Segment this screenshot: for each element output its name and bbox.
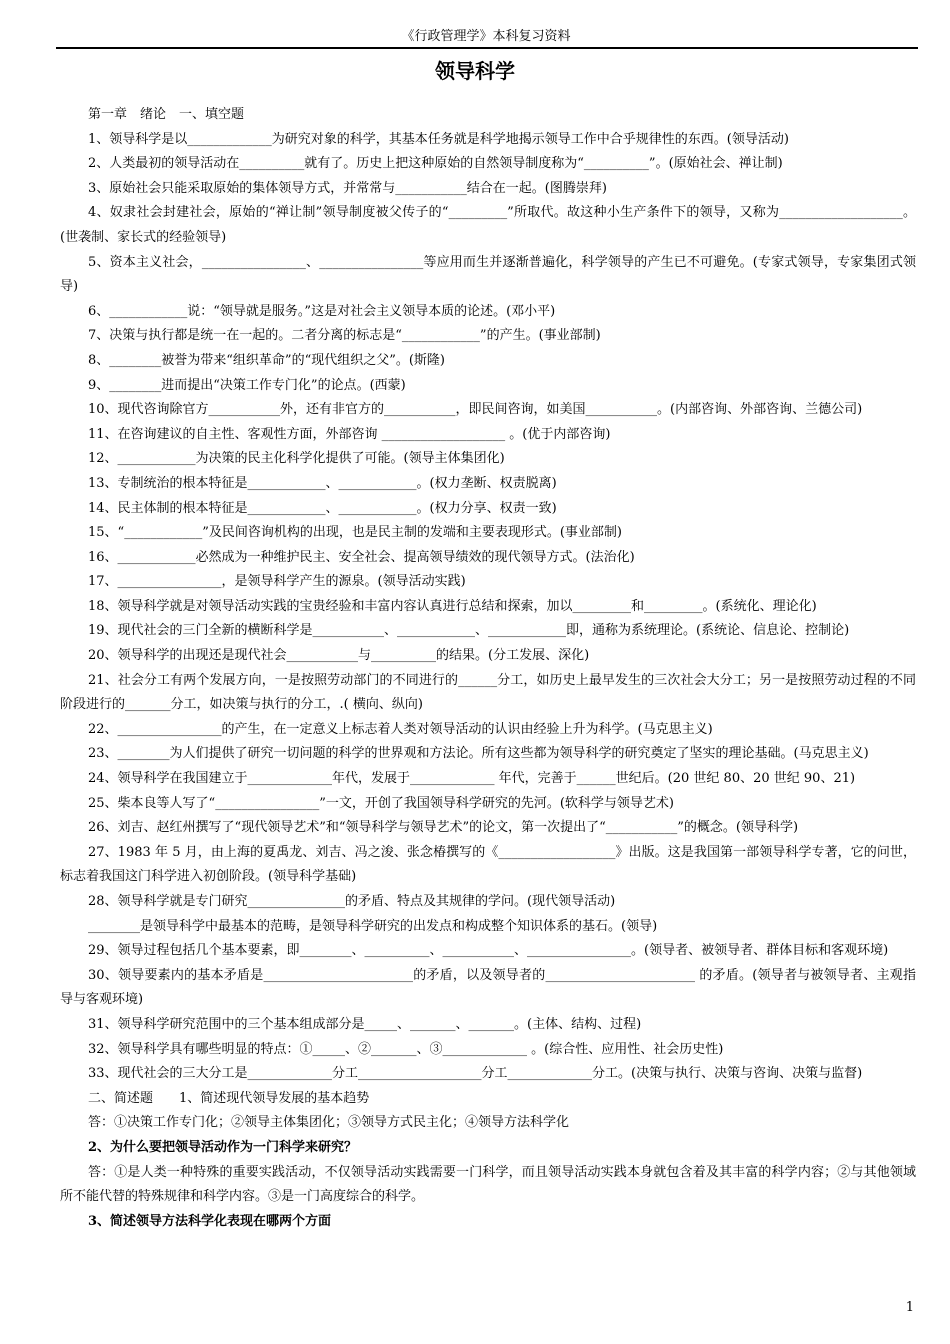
question-item: 20、领导科学的出现还是现代社会___________与__________的结果。(分工发展、深化) <box>88 648 590 664</box>
question-item: 6、____________说：“领导就是服务。”这是对社会主义领导本质的论述。(邓小平) <box>88 303 556 319</box>
question-1: 1、简述现代领导发展的基本趋势 <box>179 1090 370 1106</box>
question-item: 23、________为人们提供了研究一切问题的科学的世界观和方法论。所有这些都为领导科学的研究奠定了坚实的理论基础。(马克思主义) <box>88 746 869 762</box>
question-item: 2、人类最初的领导活动在__________就有了。历史上把这种原始的自然领导制度称为“__________”。(原始社会、禅让制) <box>88 156 783 172</box>
question-item: 22、________________的产生，在一定意义上标志着人类对领导活动的认识由经验上升为科学。(马克思主义) <box>88 721 713 737</box>
question-item: 9、________进而提出“决策工作专门化”的论点。(西蒙) <box>88 377 406 393</box>
question-item: 28、领导科学就是专门研究_______________的矛盾、特点及其规律的学问。(现代领导活动) <box>88 894 616 909</box>
body-content <box>60 103 916 1234</box>
question-3: 3、简述领导方法科学化表现在哪两个方面 <box>88 1213 332 1229</box>
answer-2: 答：①是人类一种特殊的重要实践活动，不仅领导活动实践需要一门科学，而且领导活动实践本身就包含着及其丰富的科学内容；②与其他领域所不能代替的特殊规律和科学内容。③是一门高度综合的科学。 <box>60 1164 916 1205</box>
question-item: 8、________被誉为带来“组织革命”的“现代组织之父”。(斯隆) <box>88 352 445 368</box>
section-heading: 第一章 绪论 一、填空题 <box>88 107 245 122</box>
question-item: 33、现代社会的三大分工是_____________分工___________________分工_____________分工。(决策与执行、决策与咨询、决策与监督) <box>88 1066 863 1082</box>
question-item: 17、________________，是领导科学产生的源泉。(领导活动实践) <box>88 574 466 590</box>
question-item: 25、柴本良等人写了“________________”一文，开创了我国领导科学研究的先河。(软科学与领导艺术) <box>88 795 674 811</box>
question-item: 29、领导过程包括几个基本要素，即________、__________、___________、________________。(领导者、被领导者、群体目标和客观环境) <box>88 943 889 959</box>
question-item: 18、领导科学就是对领导活动实践的宝贵经验和丰富内容认真进行总结和探索，加以_________和_________。(系统化、理论化) <box>88 598 817 614</box>
question-item: 11、在咨询建议的自主性、客观性方面，外部咨询 ___________________ 。(优于内部咨询) <box>88 426 611 442</box>
question-item: 7、决策与执行都是统一在一起的。二者分离的标志是“____________”的产生。(事业部制) <box>88 328 601 344</box>
answer-1: 答：①决策工作专门化；②领导主体集团化；③领导方式民主化；④领导方法科学化 <box>88 1115 570 1131</box>
page-number: 1 <box>905 1300 914 1315</box>
question-item: 16、____________必然成为一种维护民主、安全社会、提高领导绩效的现代领导方式。(法治化) <box>88 549 635 565</box>
question-item: 19、现代社会的三门全新的横断科学是___________、____________、____________即，通称为系统理论。(系统论、信息论、控制论) <box>88 623 850 639</box>
question-item: 14、民主体制的根本特征是____________、____________。(权力分享、权责一致) <box>88 500 557 516</box>
question-item: 4、奴隶社会封建社会，原始的“禅让制”领导制度被父传子的“_________”所取代。故这种小生产条件下的领导，又称为___________________。(世袭制、家长式的经验领导) <box>60 205 916 245</box>
question-item: 12、____________为决策的民主化科学化提供了可能。(领导主体集团化) <box>88 451 505 467</box>
question-item: 30、领导要素内的基本矛盾是_______________________的矛盾，以及领导者的_______________________ 的矛盾。(领导者与被领导者、主观指导与客观环境) <box>60 967 916 1008</box>
question-item: 1、领导科学是以_____________为研究对象的科学，其基本任务就是科学地揭示领导工作中合乎规律性的东西。(领导活动) <box>88 131 789 147</box>
question-item: 21、社会分工有两个发展方向，一是按照劳动部门的不同进行的______分工，如历史上最早发生的三次社会大分工；另一是按照劳动过程的不同阶段进行的_______分工，如决策与执行的分工，.( 横向、纵向) <box>60 672 916 713</box>
question-item: 32、领导科学具有哪些明显的特点：①_____、②_______、③_____________ 。(综合性、应用性、社会历史性) <box>88 1041 724 1057</box>
header-rule <box>56 47 918 49</box>
question-item: 3、原始社会只能采取原始的集体领导方式，并常常与___________结合在一起。(图腾崇拜) <box>88 180 607 196</box>
question-item: 10、现代咨询除官方___________外，还有非官方的___________，即民间咨询，如美国___________。(内部咨询、外部咨询、兰德公司) <box>88 402 863 418</box>
running-header: 《行政管理学》本科复习资料 <box>401 29 571 44</box>
short-answer-heading: 二、简述题 <box>88 1090 154 1106</box>
question-item: 27、1983 年 5 月，由上海的夏禹龙、刘吉、冯之浚、张念椿撰写的《__________________》出版。这是我国第一部领导科学专著，它的问世，标志着我国这门科学进入初创阶段。(领导科学基础) <box>60 844 916 885</box>
page-title: 领导科学 <box>435 59 515 83</box>
question-item: ________是领导科学中最基本的范畴，是领导科学研究的出发点和构成整个知识体系的基石。(领导) <box>88 918 658 934</box>
question-item: 31、领导科学研究范围中的三个基本组成部分是_____、_______、_______。(主体、结构、过程) <box>88 1016 642 1032</box>
question-item: 5、资本主义社会，________________、________________等应用而生并逐渐普遍化，科学领导的产生已不可避免。(专家式领导，专家集团式领导) <box>60 254 916 295</box>
question-item: 24、领导科学在我国建立于_____________年代，发展于_____________ 年代，完善于______世纪后。(20 世纪 80、20 世纪 90、21) <box>88 771 856 787</box>
question-item: 26、刘吉、赵红州撰写了“现代领导艺术”和“领导科学与领导艺术”的论文，第一次提出了“___________”的概念。(领导科学) <box>88 820 799 836</box>
question-item: 13、专制统治的根本特征是____________、____________。(权力垄断、权责脱离) <box>88 475 557 491</box>
short-answer-section <box>60 1087 916 1112</box>
question-2: 2、为什么要把领导活动作为一门科学来研究？ <box>88 1139 358 1155</box>
question-item: 15、“____________”及民间咨询机构的出现，也是民主制的发端和主要表现形式。(事业部制) <box>88 525 622 541</box>
fill-in-list <box>60 128 916 1087</box>
